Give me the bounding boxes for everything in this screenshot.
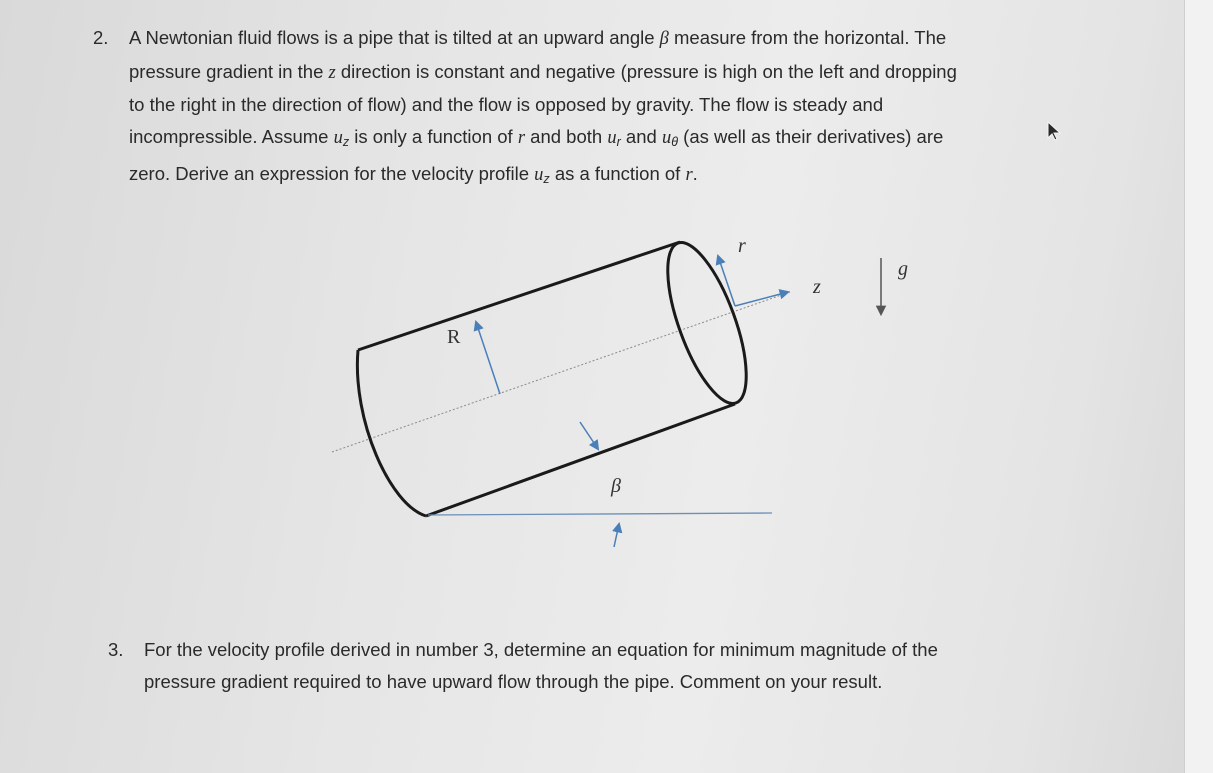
text-run: (as well as their derivatives) are (678, 125, 944, 147)
label-r: r (738, 235, 746, 257)
subscript-z: z (342, 134, 350, 149)
label-beta: β (611, 475, 621, 497)
flow-arrow (580, 422, 598, 449)
r-symbol: r (517, 127, 526, 148)
subscript-r: r (616, 134, 621, 149)
u-symbol: u (607, 127, 617, 148)
text-run: as a function of (549, 163, 686, 185)
text-run: and both (525, 125, 608, 147)
pipe-centerline (332, 292, 790, 452)
problem-3-line-1: For the velocity profile derived in number 3, determine an equation for minimum magnitude of the (144, 639, 938, 660)
page-edge (1184, 0, 1213, 773)
problem-3 (108, 634, 1028, 697)
problem-3-text (144, 634, 1028, 697)
label-z: z (813, 276, 821, 298)
text-run: is only a function of (349, 125, 518, 147)
mouse-pointer-icon (1046, 120, 1064, 142)
label-g: g (898, 258, 908, 280)
text-run: and (620, 125, 662, 147)
problem-2-line-3: to the right in the direction of flow) and the flow is opposed by gravity. The flow is steady and (129, 94, 884, 115)
z-axis-arrow (735, 292, 788, 306)
angle-arrow (614, 524, 619, 547)
text-run: direction is constant and negative (pressure is high on the left and dropping (335, 60, 957, 82)
horizontal-reference-line (428, 513, 772, 515)
problem-3-line-2: pressure gradient required to have upward flow through the pipe. Comment on your result. (144, 670, 883, 692)
text-run: pressure gradient in the (129, 60, 329, 82)
u-symbol: u (534, 165, 544, 186)
problem-3-number: 3. (108, 639, 124, 660)
pipe-right-end (652, 234, 763, 413)
r-symbol: r (685, 165, 693, 186)
text-run: zero. Derive an expression for the velocity profile (129, 163, 535, 185)
u-symbol: u (661, 127, 672, 148)
pipe-top-edge (358, 242, 680, 350)
z-symbol: z (328, 62, 336, 83)
label-R: R (447, 326, 461, 348)
subscript-theta: θ (671, 134, 679, 149)
text-run: . (692, 163, 698, 185)
problem-2-number: 2. (93, 27, 109, 48)
text-run: A Newtonian fluid flows is a pipe that is tilted at an upward angle (129, 27, 660, 48)
radius-arrow (476, 322, 500, 394)
text-run: measure from the horizontal. The (668, 27, 947, 48)
beta-symbol: β (659, 29, 669, 49)
text-run: incompressible. Assume (129, 125, 334, 147)
u-symbol: u (333, 127, 343, 148)
pipe-left-end (357, 350, 426, 516)
pipe-bottom-edge (426, 404, 735, 516)
subscript-z: z (543, 172, 550, 187)
